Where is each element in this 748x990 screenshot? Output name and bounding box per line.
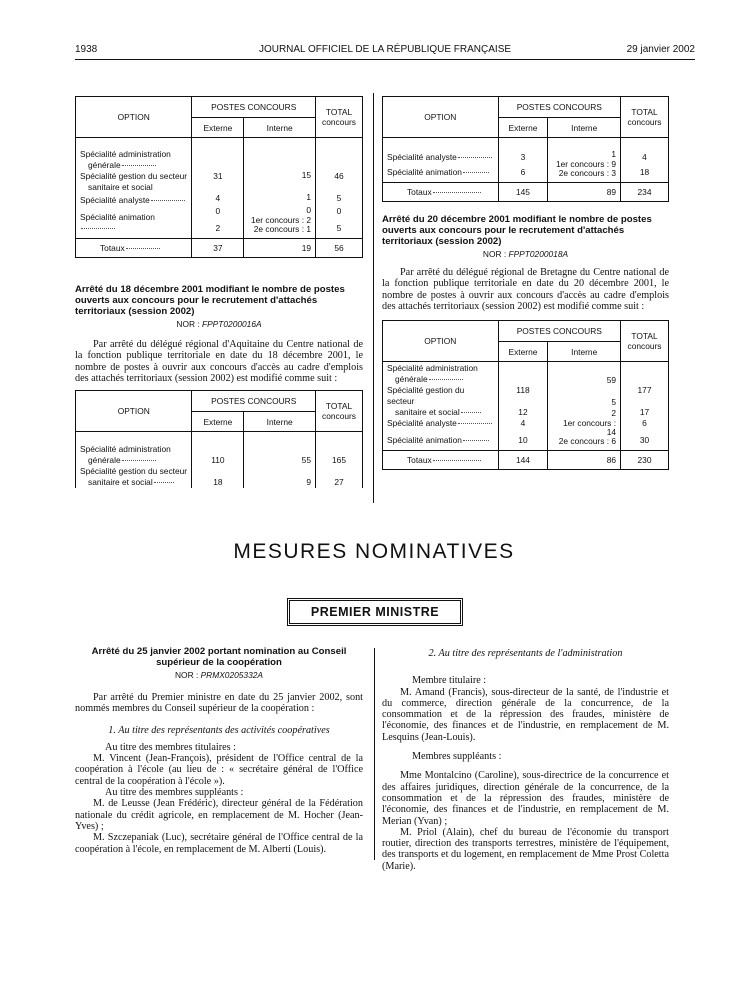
member-leusse: M. de Leusse (Jean Frédéric), directeur général de la Fédération nationale du crédit agricole, en remplacement de M. Hocher (Jean-Yves) ;: [75, 798, 363, 832]
col-interne: Interne: [548, 342, 621, 362]
col-interne: Interne: [548, 118, 621, 138]
section-1-heading: 1. Au titre des représentants des activités coopératives: [108, 724, 330, 736]
arrete-18-section: [75, 284, 363, 384]
table-body: Spécialité analyste Spécialité animation 3 6 1 1er concours : 9 2e concours : 3 4 18: [383, 138, 669, 183]
col-externe: Externe: [192, 412, 244, 432]
arrete-18-text: Par arrêté du délégué régional d'Aquitaine du Centre national de la fonction publique territoriale en date du 18 décembre 2001, le nombre de postes à ouvrir aux concours d'accès au cadre d'emplois des attachés territoriaux (session 2002) est modifié comme suit :: [75, 339, 363, 384]
col-total: TOTAL concours: [621, 97, 669, 138]
table-postes-4: [382, 320, 669, 470]
col-total: TOTAL concours: [316, 97, 363, 138]
column-divider-top: [373, 93, 374, 503]
left-column-top: [75, 96, 363, 488]
member-vincent: M. Vincent (Jean-François), président de l'Office central de la coopération à l'école (au lieu de : « secrétaire général de l'Office central de la coopération à l'école »).: [75, 753, 363, 787]
arrete-25-intro: Par arrêté du Premier ministre en date du 25 janvier 2002, sont nommés membres du Conseil supérieur de la coopération :: [75, 692, 363, 715]
arrete-20-nor: NOR : FPPT0200018A: [482, 249, 569, 259]
arrete-18-nor: NOR : FPPT0200016A: [176, 319, 262, 329]
table-body: Spécialité administration générale Spécialité gestion du secteur sanitaire et social 110 18 55 9 165 27: [76, 432, 363, 489]
membre-titulaire-label: Membre titulaire :: [412, 675, 487, 687]
ministry-box: PREMIER MINISTRE: [287, 598, 463, 626]
table-postes-2: [382, 96, 669, 202]
page-header: [75, 44, 695, 58]
right-column-bottom: [382, 648, 669, 872]
arrete-20-text: Par arrêté du délégué régional de Bretagne du Centre national de la fonction publique territoriale en date du 20 décembre 2001, le nombre de postes à ouvrir aux concours d'accès au cadre d'emplois des attachés territoriaux (session 2002) est modifié comme suit :: [382, 267, 669, 312]
table-body: Spécialité administration générale Spécialité gestion du secteur sanitaire et social Spécialité analyste Spécialité animation 31 4 0 2 15 1 0 1er concours : 2 2e concours : 1 46 5 0 5: [76, 138, 363, 239]
col-option: OPTION: [383, 97, 499, 138]
col-externe: Externe: [498, 342, 548, 362]
col-postes: POSTES CONCOURS: [192, 97, 316, 118]
col-externe: Externe: [498, 118, 548, 138]
member-priol: M. Priol (Alain), chef du bureau de l'économie du transport routier, direction des transports terrestres, ministère de l'équipement, des transports et du logement, en remplacement de Mme Prost Coletta (Marie).: [382, 826, 669, 872]
membres-suppleants-label: Membres suppléants :: [412, 751, 502, 763]
col-option: OPTION: [76, 391, 192, 432]
col-interne: Interne: [244, 118, 316, 138]
member-szczepaniak: M. Szczepaniak (Luc), secrétaire général de l'Office central de la coopération à l'école, en remplacement de M. Alberti (Louis).: [75, 832, 363, 855]
table-body: Spécialité administration générale Spécialité gestion du secteur sanitaire et social Spécialité analyste Spécialité animation 118 12 4 10 59 5 2 1er concours : 14 2e concours : 6 177 17 6 30: [383, 362, 669, 451]
col-total: TOTAL concours: [621, 321, 669, 362]
column-divider-bottom: [374, 648, 375, 860]
page-number: 1938: [75, 44, 98, 55]
arrete-18-title: Arrêté du 18 décembre 2001 modifiant le nombre de postes ouverts aux concours pour le recrutement d'attachés territoriaux (session 2002): [75, 284, 345, 317]
section-heading: MESURES NOMINATIVES: [233, 540, 515, 563]
member-montalcino: Mme Montalcino (Caroline), sous-directrice de la concurrence et des affaires juridiques, direction générale de la concurrence, de la consommation et de la répression des fraudes, ministère de l'économie, des finances et de l'industrie, en remplacement de M. Merian (Yvan) ;: [382, 770, 669, 827]
col-postes: POSTES CONCOURS: [192, 391, 316, 412]
col-option: OPTION: [383, 321, 499, 362]
table-postes-3: [75, 390, 363, 488]
section-2-heading: 2. Au titre des représentants de l'administration: [428, 648, 623, 659]
col-total: TOTAL concours: [316, 391, 363, 432]
arrete-25-title: Arrêté du 25 janvier 2002 portant nomination au Conseil supérieur de la coopération: [91, 646, 347, 668]
col-externe: Externe: [192, 118, 244, 138]
totals-row: Totaux 37 19 56: [76, 239, 363, 258]
titulaires-label: Au titre des membres titulaires :: [105, 741, 236, 753]
suppleants-label: Au titre des membres suppléants :: [105, 787, 244, 799]
col-postes: POSTES CONCOURS: [498, 321, 620, 342]
totals-row: Totaux 144 86 230: [383, 451, 669, 470]
col-interne: Interne: [244, 412, 316, 432]
left-column-bottom: [75, 646, 363, 855]
arrete-20-section: [382, 214, 669, 312]
header-rule: [75, 59, 695, 60]
col-postes: POSTES CONCOURS: [498, 97, 620, 118]
issue-date: 29 janvier 2002: [626, 44, 695, 55]
table-postes-1: [75, 96, 363, 258]
member-amand: M. Amand (Francis), sous-directeur de la santé, de l'industrie et du commerce, direction générale de la concurrence, de la consommation et de la répression des fraudes, ministère de l'économie, des finances et de l'industrie, en remplacement de M. Lesquins (Jean-Louis).: [382, 686, 669, 743]
col-option: OPTION: [76, 97, 192, 138]
totals-row: Totaux 145 89 234: [383, 183, 669, 202]
journal-title: JOURNAL OFFICIEL DE LA RÉPUBLIQUE FRANÇAISE: [258, 44, 512, 55]
right-column-top: [382, 96, 669, 470]
arrete-25-nor: NOR : PRMX0205332A: [175, 670, 263, 680]
arrete-20-title: Arrêté du 20 décembre 2001 modifiant le nombre de postes ouverts aux concours pour le recrutement d'attachés territoriaux (session 2002): [382, 214, 652, 247]
